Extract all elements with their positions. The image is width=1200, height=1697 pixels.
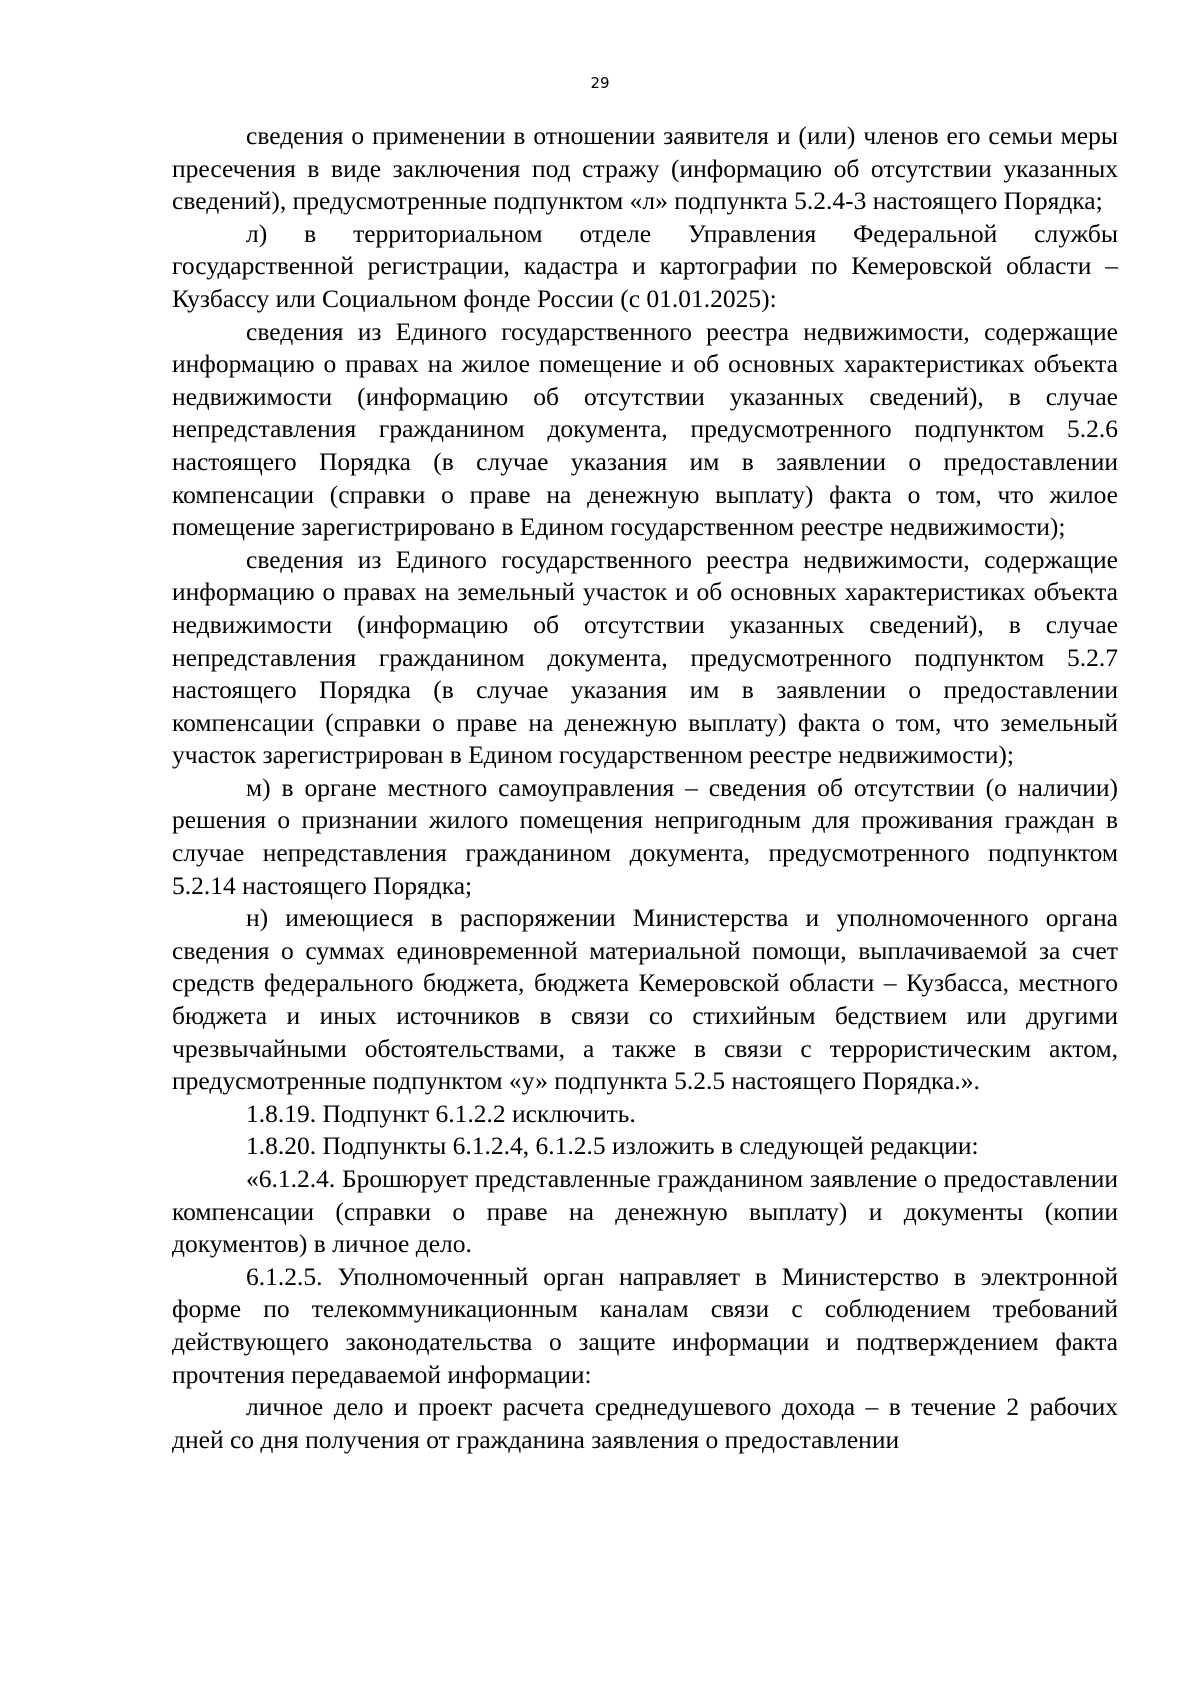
paragraph: сведения из Единого государственного реестра недвижимости, содержащие информацию о правах на жилое помещение и об основных характеристиках объекта недвижимости (информацию об отсутствии указанных сведений), в случае непредставления гражданином документа, предусмотренного подпунктом 5.2.6 настоящего Порядка (в случае указания им в заявлении о предоставлении компенсации (справки о праве на денежную выплату) факта о том, что жилое помещение зарегистрировано в Едином государственном реестре недвижимости); (172, 316, 1118, 542)
paragraph: сведения о применении в отношении заявителя и (или) членов его семьи меры пресечения в виде заключения под стражу (информацию об отсутствии указанных сведений), предусмотренные подпунктом «л» подпункта 5.2.4-3 настоящего Порядка; (172, 121, 1118, 216)
paragraph: 1.8.20. Подпункты 6.1.2.4, 6.1.2.5 изложить в следующей редакции: (246, 1131, 979, 1161)
paragraph: м) в органе местного самоуправления – сведения об отсутствии (о наличии) решения о признании жилого помещения непригодным для проживания граждан в случае непредставления гражданином документа, предусмотренного подпунктом 5.2.14 настоящего Порядка; (172, 772, 1118, 900)
paragraph: «6.1.2.4. Брошюрует представленные гражданином заявление о предоставлении компенсации (справки о праве на денежную выплату) и документы (копии документов) в личное дело. (172, 1164, 1118, 1259)
paragraph: н) имеющиеся в распоряжении Министерства и уполномоченного органа сведения о суммах единовременной материальной помощи, выплачиваемой за счет средств федерального бюджета, бюджета Кемеровской области – Кузбасса, местного бюджета и иных источников в связи со стихийным бедствием или другими чрезвычайными обстоятельствами, а также в связи с террористическим актом, предусмотренные подпунктом «у» подпункта 5.2.5 настоящего Порядка.». (172, 903, 1118, 1096)
paragraph: личное дело и проект расчета среднедушевого дохода – в течение 2 рабочих дней со дня получения от гражданина заявления о предоставлении (172, 1392, 1118, 1454)
paragraph: 1.8.19. Подпункт 6.1.2.2 исключить. (246, 1098, 636, 1128)
document-body (172, 120, 1118, 1456)
page-number: 29 (590, 74, 610, 92)
paragraph: л) в территориальном отделе Управления Федеральной службы государственной регистрации, кадастра и картографии по Кемеровской области – Кузбассу или Социальном фонде России (с 01.01.2025): (172, 218, 1118, 313)
paragraph: 6.1.2.5. Уполномоченный орган направляет в Министерство в электронной форме по телекоммуникационным каналам связи с соблюдением требований действующего законодательства о защите информации и подтверждением факта прочтения передаваемой информации: (172, 1261, 1118, 1389)
paragraph: сведения из Единого государственного реестра недвижимости, содержащие информацию о правах на земельный участок и об основных характеристиках объекта недвижимости (информацию об отсутствии указанных сведений), в случае непредставления гражданином документа, предусмотренного подпунктом 5.2.7 настоящего Порядка (в случае указания им в заявлении о предоставлении компенсации (справки о праве на денежную выплату) факта о том, что земельный участок зарегистрирован в Едином государственном реестре недвижимости); (172, 544, 1118, 770)
